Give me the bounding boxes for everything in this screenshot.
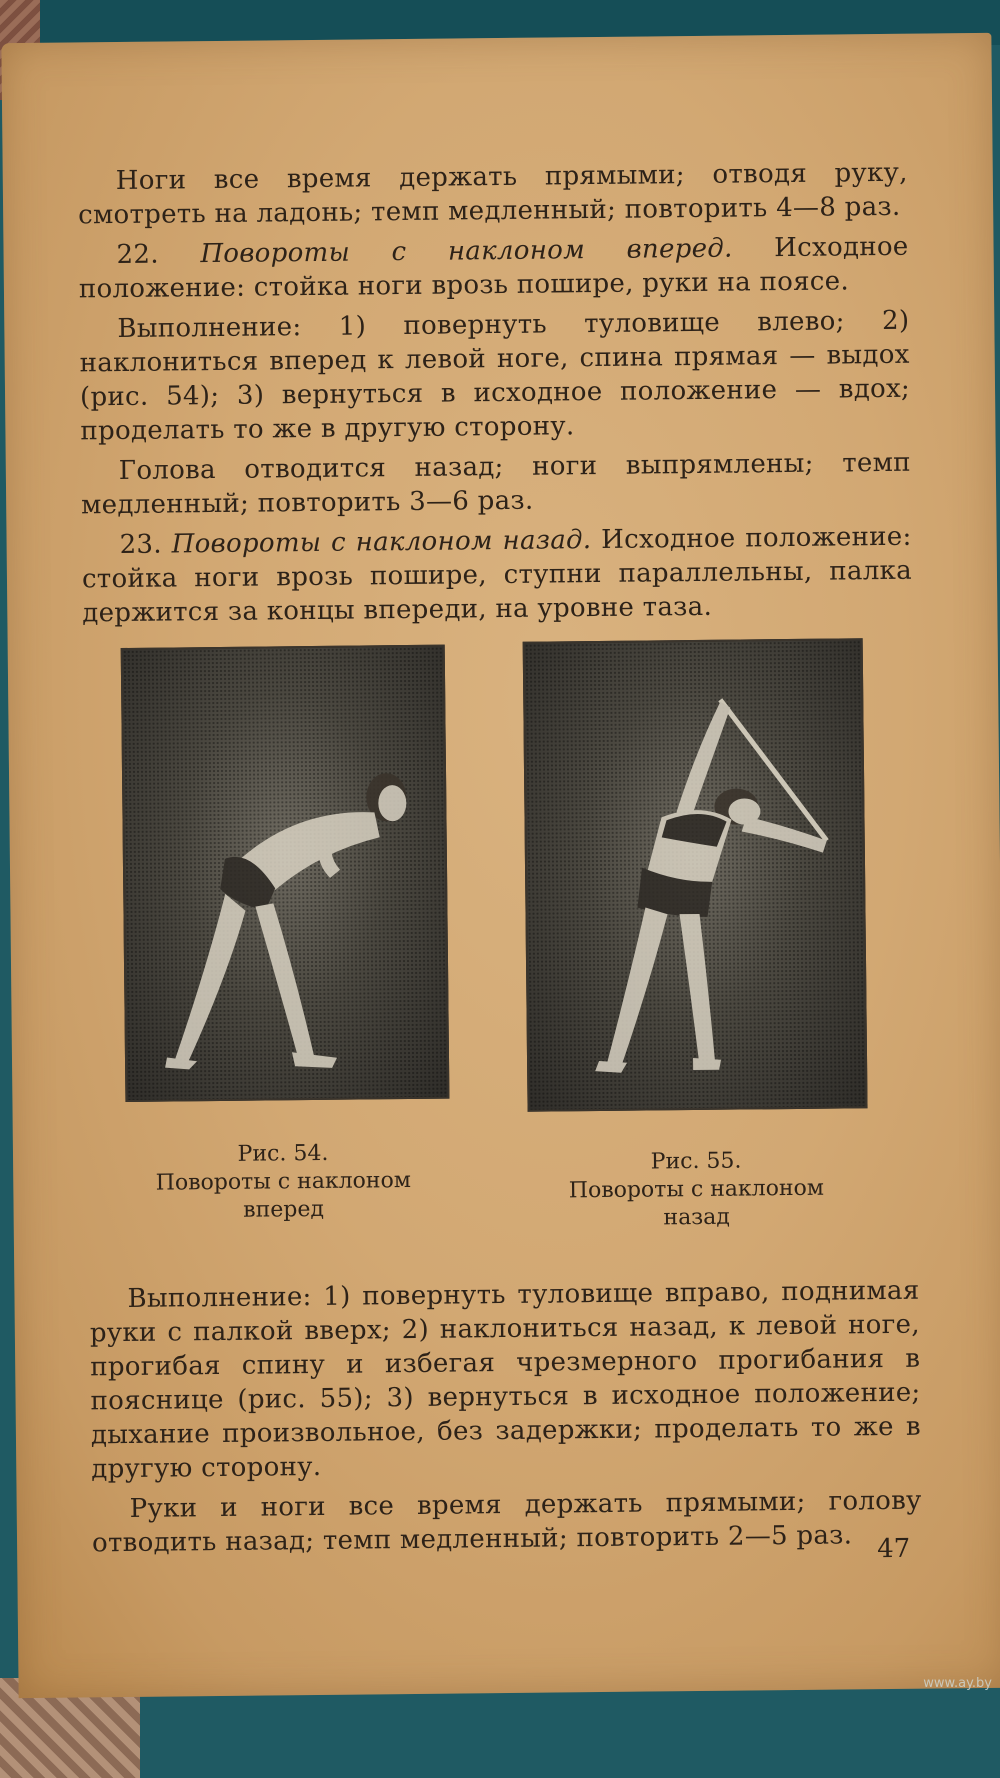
text-paragraph — [89, 1274, 921, 1487]
figure-55-caption-line2: назад — [663, 1204, 731, 1231]
text-segment: 22. — [116, 239, 201, 271]
text-paragraph — [81, 520, 912, 631]
figure-54-silhouette — [123, 647, 448, 1100]
figure-54-caption — [113, 1139, 454, 1227]
text-paragraph — [81, 446, 912, 523]
figure-54-caption-line1: Повороты с наклоном — [155, 1168, 412, 1196]
text-segment: Выполнение: 1) повернуть туловище влево; 2) наклониться вперед к левой ноге, спина прямая — выдох (рис. 54); 3) вернуться в исходное положение — вдох; проделать то же в другую сторону. — [79, 305, 911, 447]
figure-55-silhouette — [525, 640, 866, 1109]
text-paragraph — [78, 230, 909, 307]
top-text-block — [78, 156, 913, 631]
figure-54-number: Рис. 54. — [237, 1140, 329, 1167]
text-paragraph — [92, 1484, 923, 1561]
page-number: 47 — [877, 1533, 911, 1565]
text-segment: Руки и ноги все время держать прямыми; голову отводить назад; темп медленный; повторить 2—5 раз. — [91, 1485, 922, 1559]
exercise-title: Повороты с наклоном вперед. — [200, 233, 733, 270]
book-page — [1, 33, 1000, 1698]
text-segment: 23. — [119, 529, 172, 561]
text-paragraph — [78, 156, 909, 233]
watermark: www.ay.by — [923, 1676, 992, 1691]
text-segment: Ноги все время держать прямыми; отводя руку, смотреть на ладонь; темп медленный; повторить 4—8 раз. — [78, 157, 908, 231]
figure-55-photo — [523, 638, 868, 1112]
figure-55-number: Рис. 55. — [650, 1148, 742, 1175]
text-paragraph — [79, 304, 910, 449]
bottom-text-block — [89, 1274, 922, 1561]
figure-54-photo — [121, 645, 450, 1102]
text-segment: Выполнение: 1) повернуть туловище вправо, поднимая руки с палкой вверх; 2) наклониться назад, к левой ноге, прогибая спину и избегая чрезмерного прогибания в пояснице (рис. 55); 3) вернуться в исходное положение; дыхание произвольное, без задержки; проделать то же в другую сторону. — [89, 1275, 922, 1485]
exercise-title: Повороты с наклоном назад. — [171, 525, 592, 560]
text-segment: Исходное положение: стойка ноги врозь пошире, ступни параллельны, палка держится за концы впереди, на уровне таза. — [81, 521, 913, 629]
figure-54-caption-line2: вперед — [243, 1196, 325, 1223]
text-segment: Голова отводится назад; ноги выпрямлены; темп медленный; повторить 3—6 раз. — [81, 447, 911, 521]
text-segment: Исходное положение: стойка ноги врозь пошире, руки на поясе. — [78, 231, 909, 305]
figure-55-caption-line1: Повороты с наклоном — [568, 1175, 825, 1204]
figure-55-caption — [528, 1146, 865, 1234]
